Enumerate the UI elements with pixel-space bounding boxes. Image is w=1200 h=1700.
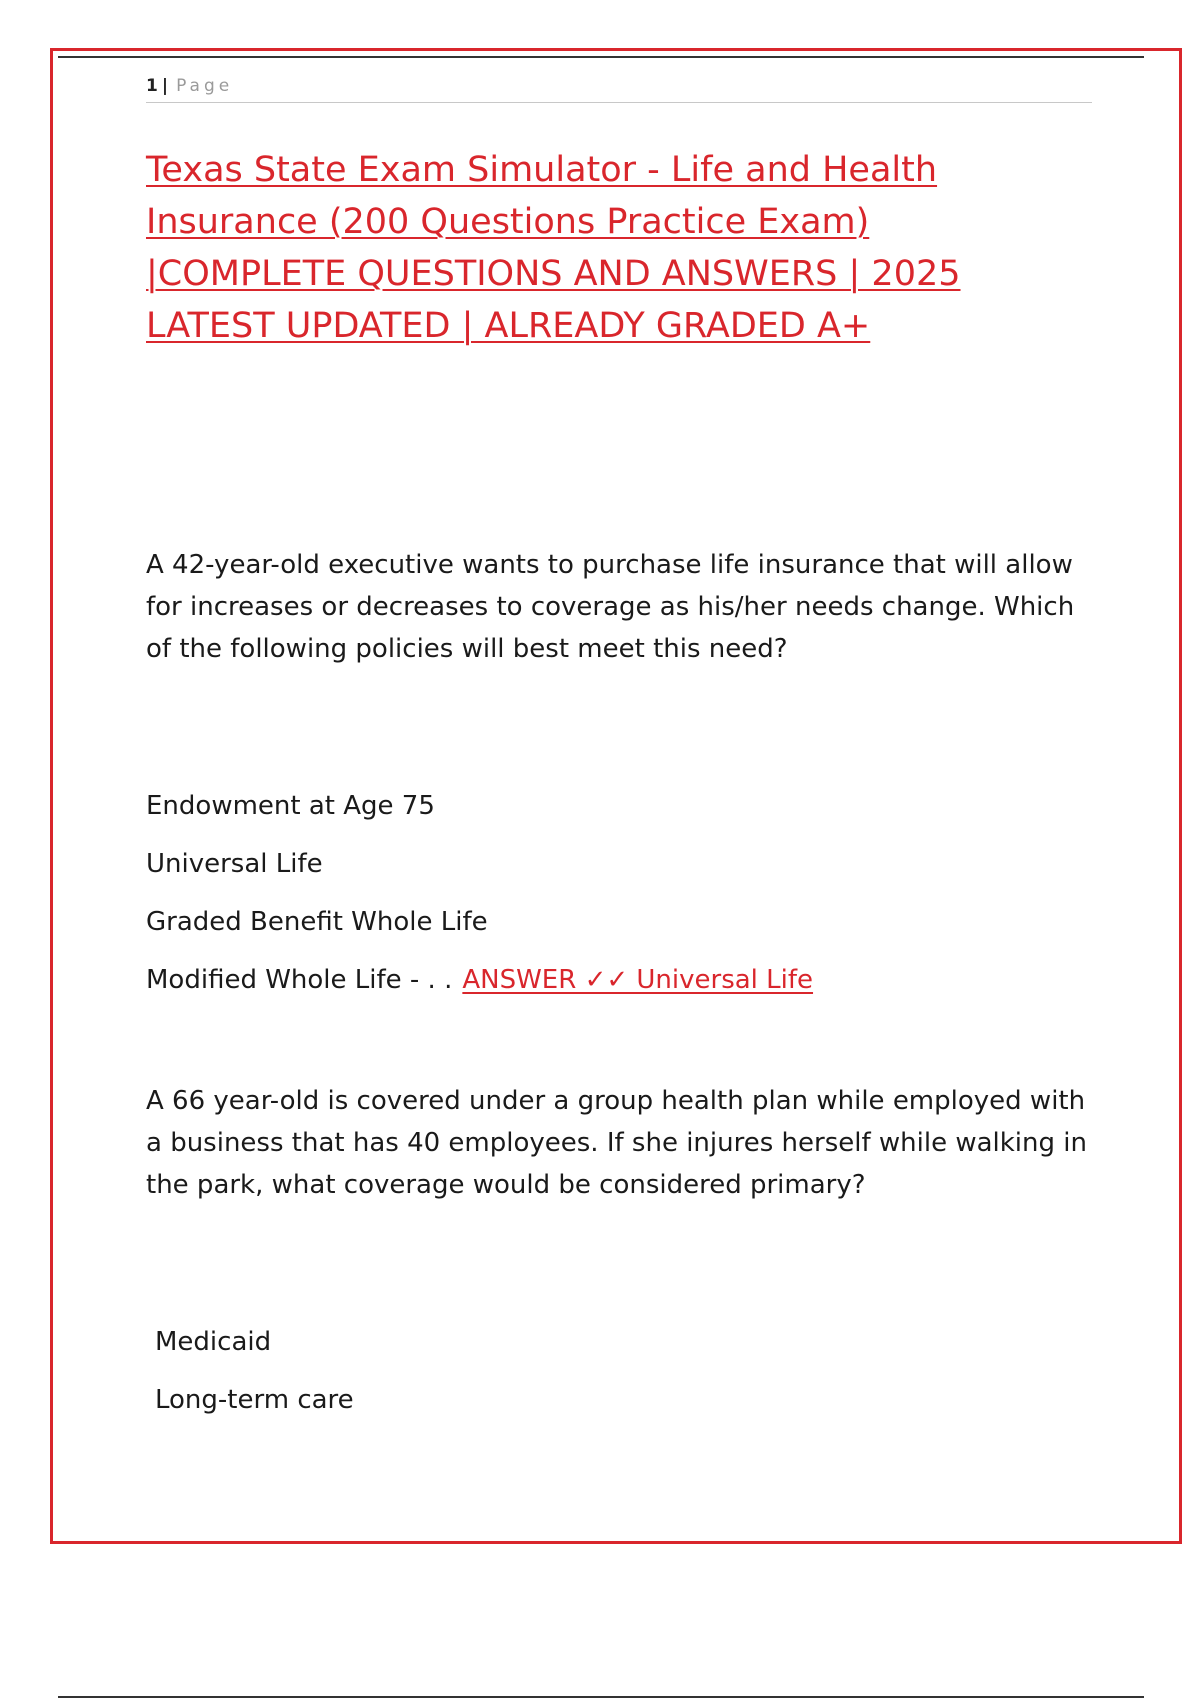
question-1-option-3	[146, 902, 813, 960]
page-number: 1	[146, 76, 160, 96]
question-2-option-2	[155, 1380, 354, 1438]
option-label: Long-term care	[155, 1385, 354, 1415]
question-2-options	[155, 1322, 354, 1438]
question-1-options	[146, 786, 813, 1018]
option-label: Universal Life	[146, 849, 323, 879]
page-separator: |	[161, 76, 171, 96]
question-1-text: A 42-year-old executive wants to purchase life insurance that will allow for increases or decreases to coverage as his/her needs change. Which of the following policies will best meet this need?	[146, 550, 1075, 664]
option-label: Medicaid	[155, 1327, 272, 1357]
title-line-4: LATEST UPDATED | ALREADY GRADED A+	[146, 306, 871, 346]
option-label: Endowment at Age 75	[146, 791, 435, 821]
bottom-rule	[58, 1696, 1144, 1698]
question-1-option-1	[146, 786, 813, 844]
title-line-3: |COMPLETE QUESTIONS AND ANSWERS | 2025	[146, 254, 961, 294]
question-1-option-2	[146, 844, 813, 902]
page-header	[146, 74, 1092, 103]
title-line-1: Texas State Exam Simulator - Life and Health	[146, 150, 938, 190]
question-1-option-4	[146, 960, 813, 1018]
document-title	[146, 144, 1106, 352]
question-1-answer: ANSWER ✓✓ Universal Life	[462, 965, 814, 995]
question-2-option-1	[155, 1322, 354, 1380]
page-word: Page	[176, 76, 234, 96]
question-2-text: A 66 year-old is covered under a group health plan while employed with a business that has 40 employees. If she injures herself while walking in the park, what coverage would be considered primary?	[146, 1086, 1087, 1200]
title-line-2: Insurance (200 Questions Practice Exam)	[146, 202, 870, 242]
option-label: Graded Benefit Whole Life	[146, 907, 488, 937]
option-label: Modified Whole Life - . .	[146, 965, 453, 995]
